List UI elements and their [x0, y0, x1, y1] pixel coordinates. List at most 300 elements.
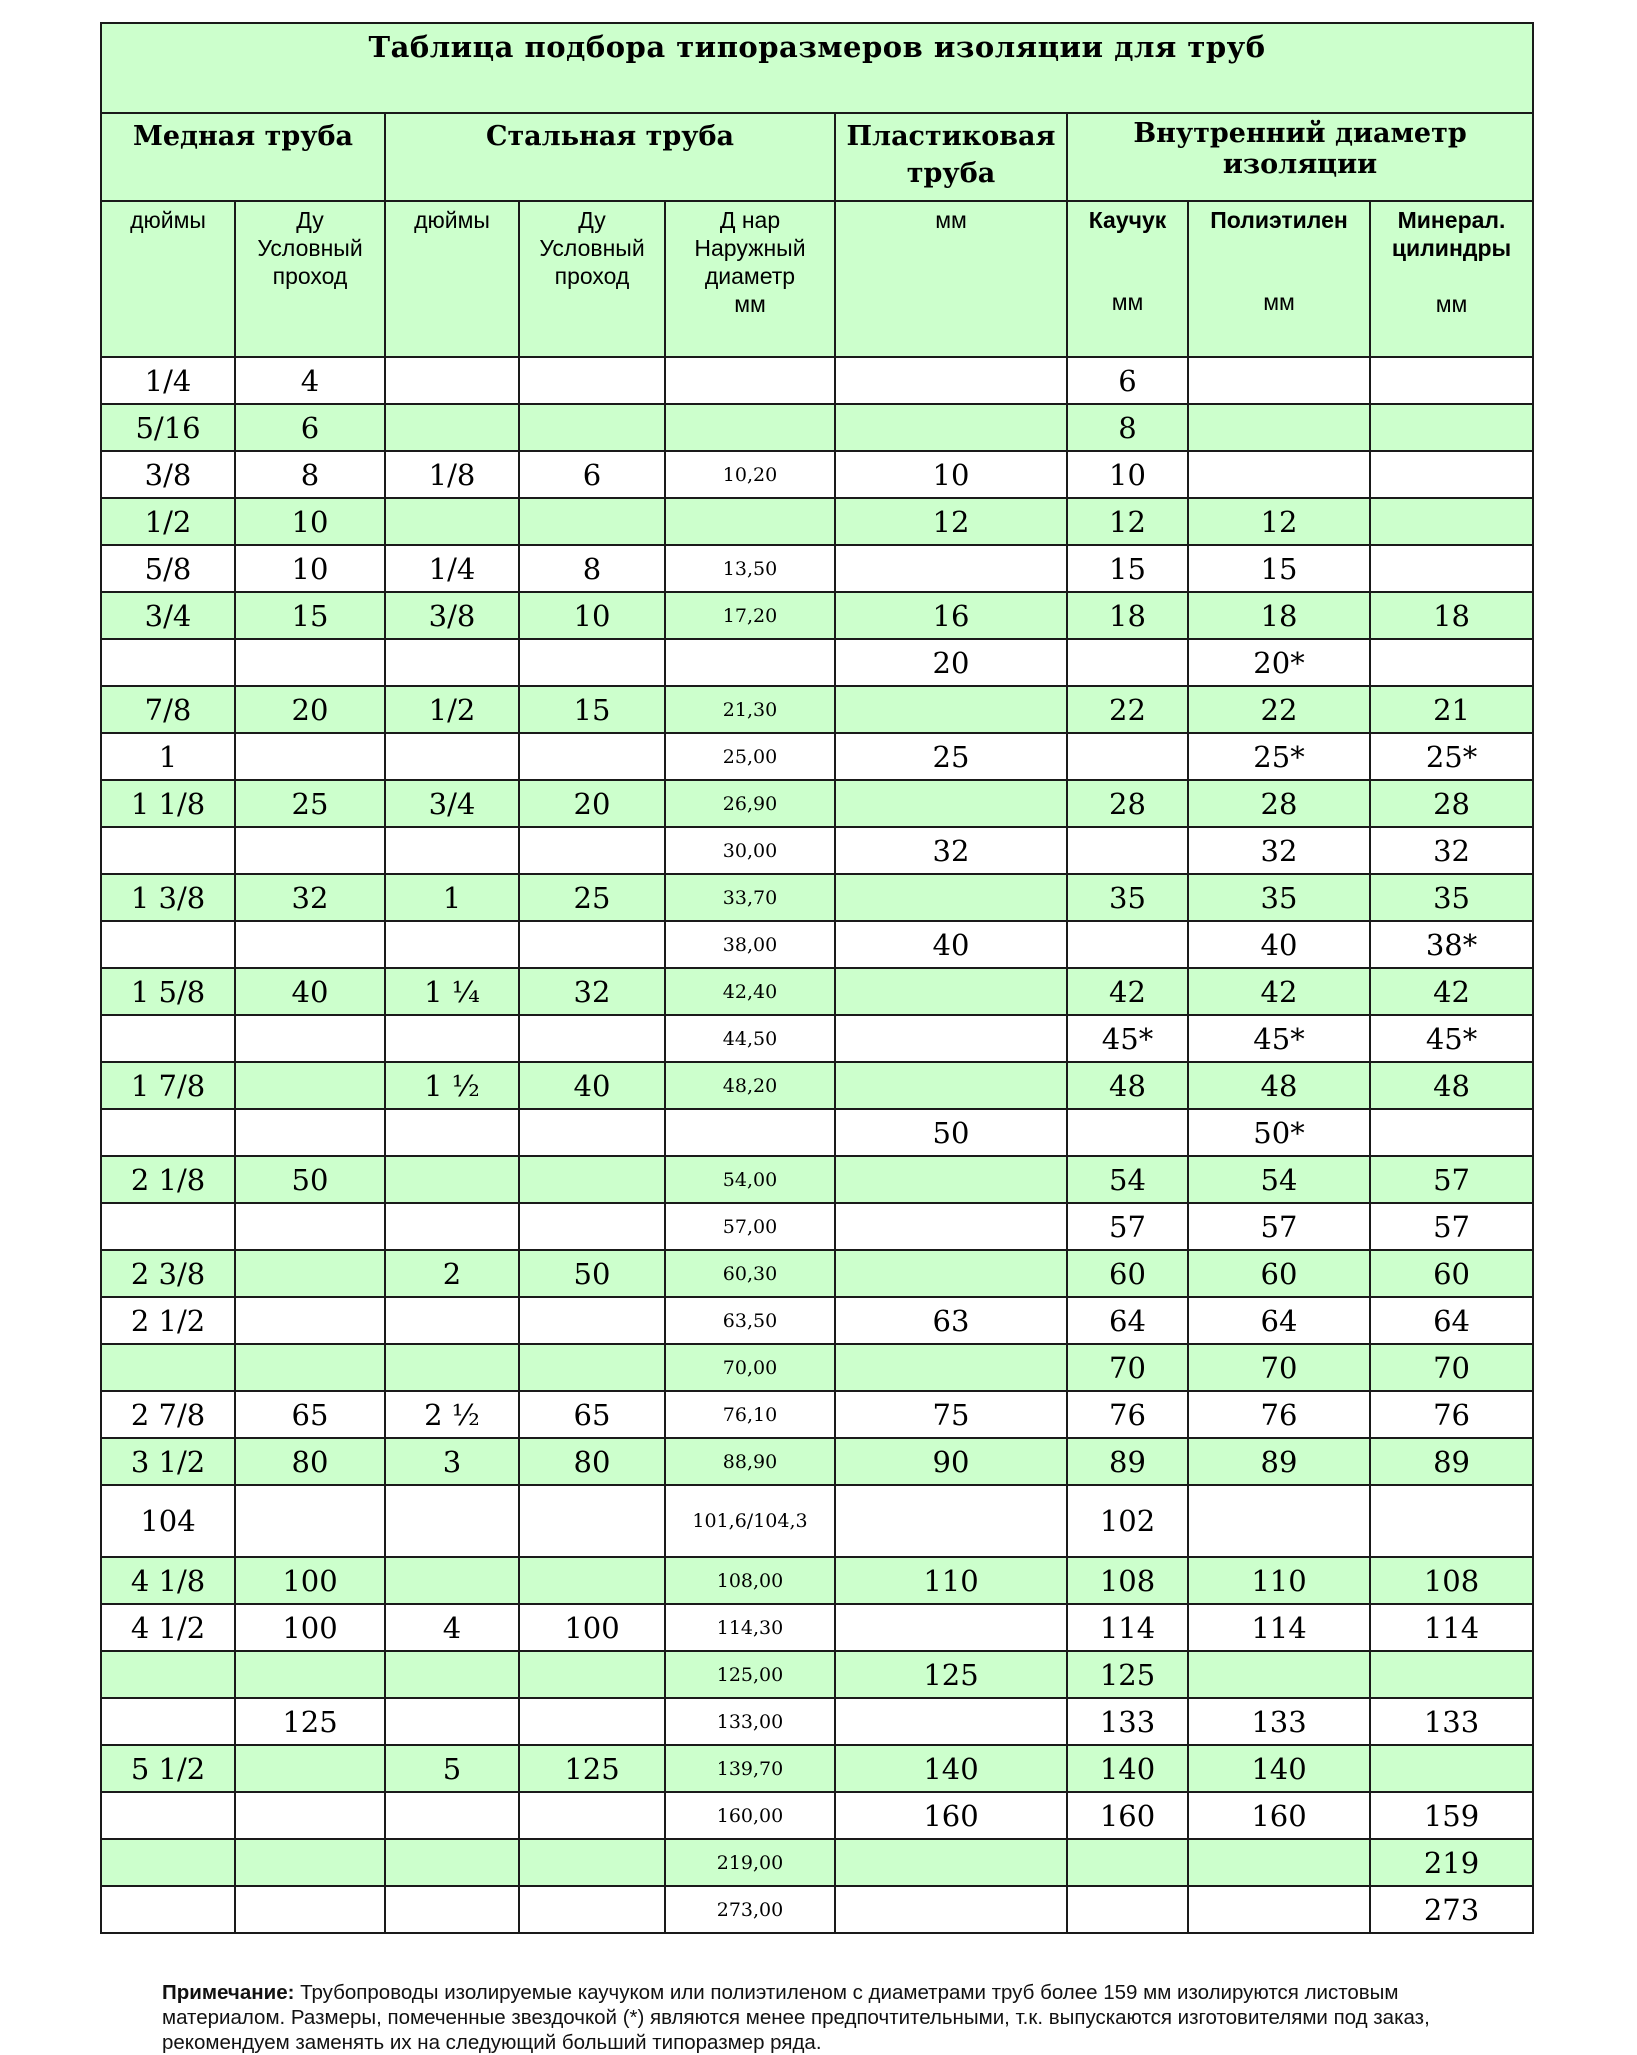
table-cell: 5/8 [101, 545, 235, 592]
table-cell: 18 [1188, 592, 1370, 639]
table-cell: 76,10 [665, 1391, 835, 1438]
table-cell [519, 1886, 665, 1933]
table-cell: 2 1/8 [101, 1156, 235, 1203]
table-cell [1188, 357, 1370, 404]
table-cell [665, 639, 835, 686]
table-cell: 50* [1188, 1109, 1370, 1156]
table-row [101, 592, 1533, 639]
table-cell: 15 [519, 686, 665, 733]
table-row [101, 1109, 1533, 1156]
table-cell [1067, 733, 1188, 780]
table-row [101, 545, 1533, 592]
table-cell: 8 [1067, 404, 1188, 451]
table-cell [385, 733, 519, 780]
table-cell: 42,40 [665, 968, 835, 1015]
table-cell [385, 1344, 519, 1391]
sub-copper-du-l2: Условный [257, 235, 363, 261]
table-cell: 16 [835, 592, 1067, 639]
table-cell [1188, 1485, 1370, 1557]
sub-rubber-label: Каучук [1088, 207, 1167, 233]
table-cell: 18 [1370, 592, 1533, 639]
table-row [101, 1604, 1533, 1651]
table-cell [385, 498, 519, 545]
table-cell: 57 [1370, 1203, 1533, 1250]
table-cell: 35 [1067, 874, 1188, 921]
table-cell [1188, 1839, 1370, 1886]
table-cell [385, 1792, 519, 1839]
table-cell: 15 [1188, 545, 1370, 592]
sub-polyethylene [1188, 201, 1370, 357]
table-row [101, 1391, 1533, 1438]
table-cell [835, 1062, 1067, 1109]
table-cell: 22 [1188, 686, 1370, 733]
table-cell: 102 [1067, 1485, 1188, 1557]
table-cell: 15 [235, 592, 385, 639]
table-cell: 45* [1370, 1015, 1533, 1062]
table-cell: 42 [1188, 968, 1370, 1015]
table-cell: 50 [235, 1156, 385, 1203]
table-cell: 28 [1188, 780, 1370, 827]
table-cell: 32 [519, 968, 665, 1015]
table-cell: 160,00 [665, 1792, 835, 1839]
table-cell: 108 [1370, 1557, 1533, 1604]
header-copper-pipe: Медная труба [101, 113, 385, 201]
table-cell [235, 1886, 385, 1933]
table-cell [519, 827, 665, 874]
table-cell: 70 [1067, 1344, 1188, 1391]
table-cell: 6 [235, 404, 385, 451]
table-row [101, 1203, 1533, 1250]
table-cell [101, 1015, 235, 1062]
table-cell [385, 1698, 519, 1745]
footnote-text: Трубопроводы изолируемые каучуком или полиэтиленом с диаметрами труб более 159 мм изолируются листовым материалом. Размеры, помеченные звездочкой (*) являются менее предпочтительными, т.к. выпускаются изготовителями под заказ, рекомендуем заменять их на следующий больший типоразмер ряда. [162, 1981, 1430, 2054]
table-cell [385, 1156, 519, 1203]
table-cell: 48 [1067, 1062, 1188, 1109]
table-row [101, 780, 1533, 827]
table-cell: 5 [385, 1745, 519, 1792]
table-cell: 35 [1188, 874, 1370, 921]
table-cell: 140 [1188, 1745, 1370, 1792]
table-row [101, 1651, 1533, 1698]
table-cell: 2 1/2 [101, 1297, 235, 1344]
table-cell [1370, 1651, 1533, 1698]
table-cell: 133 [1188, 1698, 1370, 1745]
table-cell [385, 1839, 519, 1886]
table-cell: 40 [519, 1062, 665, 1109]
sub-poly-unit: мм [1263, 289, 1295, 315]
table-cell: 108,00 [665, 1557, 835, 1604]
table-cell: 3/4 [385, 780, 519, 827]
table-cell: 32 [835, 827, 1067, 874]
table-cell: 219 [1370, 1839, 1533, 1886]
table-cell [519, 1156, 665, 1203]
table-cell: 88,90 [665, 1438, 835, 1485]
table-cell [519, 404, 665, 451]
table-row [101, 686, 1533, 733]
sub-steel-du-l3: проход [554, 263, 630, 289]
table-cell [385, 1015, 519, 1062]
table-cell [835, 968, 1067, 1015]
table-cell: 1 ½ [385, 1062, 519, 1109]
table-cell: 65 [519, 1391, 665, 1438]
table-row [101, 498, 1533, 545]
table-cell [101, 639, 235, 686]
table-cell: 57 [1067, 1203, 1188, 1250]
table-cell: 57 [1370, 1156, 1533, 1203]
table-cell [519, 639, 665, 686]
table-cell: 28 [1370, 780, 1533, 827]
sub-copper-du-l3: проход [272, 263, 348, 289]
table-cell [835, 1839, 1067, 1886]
table-cell: 125 [1067, 1651, 1188, 1698]
table-cell [1067, 639, 1188, 686]
table-cell [835, 357, 1067, 404]
table-cell: 32 [1188, 827, 1370, 874]
table-cell: 3/4 [101, 592, 235, 639]
table-cell [235, 1839, 385, 1886]
table-cell: 3 [385, 1438, 519, 1485]
table-cell: 18 [1067, 592, 1188, 639]
table-cell: 54,00 [665, 1156, 835, 1203]
table-cell [835, 545, 1067, 592]
table-cell [835, 1015, 1067, 1062]
table-cell: 33,70 [665, 874, 835, 921]
table-cell: 10 [835, 451, 1067, 498]
table-cell: 26,90 [665, 780, 835, 827]
table-cell: 28 [1067, 780, 1188, 827]
table-cell [101, 1344, 235, 1391]
table-cell [519, 921, 665, 968]
table-cell [235, 1344, 385, 1391]
table-cell: 20 [519, 780, 665, 827]
table-cell [835, 1250, 1067, 1297]
table-cell [665, 1109, 835, 1156]
table-cell: 1 1/8 [101, 780, 235, 827]
table-row [101, 968, 1533, 1015]
table-cell: 38* [1370, 921, 1533, 968]
table-cell: 125 [835, 1651, 1067, 1698]
table-cell: 12 [1188, 498, 1370, 545]
table-cell: 48,20 [665, 1062, 835, 1109]
sub-mineral-l1: Минерал. [1397, 207, 1506, 233]
sub-steel-du [519, 201, 665, 357]
table-cell: 32 [235, 874, 385, 921]
table-cell: 114,30 [665, 1604, 835, 1651]
sub-plastic-mm [835, 201, 1067, 357]
table-cell [1370, 498, 1533, 545]
table-cell: 10,20 [665, 451, 835, 498]
header-plastic-line2: труба [906, 158, 996, 189]
header-inner-line2: изоляции [1222, 149, 1378, 180]
table-row [101, 921, 1533, 968]
table-cell: 50 [519, 1250, 665, 1297]
table-cell: 76 [1188, 1391, 1370, 1438]
table-cell: 40 [235, 968, 385, 1015]
table-cell: 133 [1370, 1698, 1533, 1745]
table-cell [1370, 1485, 1533, 1557]
table-cell: 35 [1370, 874, 1533, 921]
table-row [101, 1344, 1533, 1391]
table-cell [835, 1203, 1067, 1250]
table-cell [835, 404, 1067, 451]
sub-rubber [1067, 201, 1188, 357]
table-cell: 100 [519, 1604, 665, 1651]
table-cell [235, 639, 385, 686]
table-cell [835, 686, 1067, 733]
sub-steel-dn-l4: мм [734, 291, 766, 317]
table-cell [1067, 827, 1188, 874]
table-cell: 80 [519, 1438, 665, 1485]
table-cell [835, 1886, 1067, 1933]
table-cell: 45* [1067, 1015, 1188, 1062]
footnote [162, 1980, 1502, 2055]
table-cell [385, 1651, 519, 1698]
table-cell: 4 1/8 [101, 1557, 235, 1604]
table-cell [835, 1344, 1067, 1391]
table-cell [519, 1792, 665, 1839]
table-cell [519, 357, 665, 404]
table-cell [1067, 1109, 1188, 1156]
table-cell [1370, 357, 1533, 404]
table-cell [519, 1557, 665, 1604]
table-row [101, 1297, 1533, 1344]
table-cell: 25* [1188, 733, 1370, 780]
table-cell: 38,00 [665, 921, 835, 968]
table-cell: 2 7/8 [101, 1391, 235, 1438]
table-cell [101, 1698, 235, 1745]
table-cell: 75 [835, 1391, 1067, 1438]
sub-steel-du-l2: Условный [539, 235, 645, 261]
table-cell: 15 [1067, 545, 1188, 592]
table-cell: 10 [235, 498, 385, 545]
table-cell: 133 [1067, 1698, 1188, 1745]
table-cell [235, 1297, 385, 1344]
table-cell: 20* [1188, 639, 1370, 686]
table-cell: 20 [835, 639, 1067, 686]
table-cell: 22 [1067, 686, 1188, 733]
table-cell [519, 1485, 665, 1557]
table-cell: 100 [235, 1557, 385, 1604]
table-cell: 10 [1067, 451, 1188, 498]
sub-poly-label: Полиэтилен [1210, 207, 1348, 233]
table-cell [835, 874, 1067, 921]
table-row [101, 827, 1533, 874]
table-cell: 104 [101, 1485, 235, 1557]
sub-steel-outer-diameter [665, 201, 835, 357]
table-row [101, 451, 1533, 498]
table-cell: 44,50 [665, 1015, 835, 1062]
table-cell [519, 733, 665, 780]
table-cell: 90 [835, 1438, 1067, 1485]
table-cell [101, 1792, 235, 1839]
table-row [101, 1745, 1533, 1792]
table-cell: 140 [1067, 1745, 1188, 1792]
table-cell: 4 [235, 357, 385, 404]
table-cell: 160 [1188, 1792, 1370, 1839]
table-cell: 40 [835, 921, 1067, 968]
table-cell: 1 [101, 733, 235, 780]
table-cell: 76 [1370, 1391, 1533, 1438]
table-row [101, 1792, 1533, 1839]
table-cell: 64 [1067, 1297, 1188, 1344]
table-cell [101, 1886, 235, 1933]
table-cell [385, 404, 519, 451]
sub-steel-dn-l3: диаметр [704, 263, 796, 289]
table-cell: 114 [1188, 1604, 1370, 1651]
table-cell [835, 1604, 1067, 1651]
sub-mineral-l2: цилиндры [1391, 235, 1512, 261]
table-cell: 1/4 [385, 545, 519, 592]
table-cell: 3 1/2 [101, 1438, 235, 1485]
table-cell [1370, 639, 1533, 686]
sub-mineral-unit: мм [1435, 291, 1468, 317]
table-cell [835, 1156, 1067, 1203]
table-cell [835, 1698, 1067, 1745]
table-cell: 89 [1067, 1438, 1188, 1485]
table-row [101, 1839, 1533, 1886]
table-cell: 57,00 [665, 1203, 835, 1250]
table-cell: 17,20 [665, 592, 835, 639]
table-cell: 219,00 [665, 1839, 835, 1886]
header-insulation-inner-diameter [1067, 113, 1533, 201]
table-cell: 42 [1067, 968, 1188, 1015]
table-row [101, 1156, 1533, 1203]
table-row [101, 1015, 1533, 1062]
table-cell: 63,50 [665, 1297, 835, 1344]
table-cell [235, 1062, 385, 1109]
table-cell [1067, 1886, 1188, 1933]
table-cell [235, 827, 385, 874]
sub-steel-du-l1: Ду [578, 207, 606, 233]
table-cell [385, 1203, 519, 1250]
table-cell: 2 ½ [385, 1391, 519, 1438]
table-cell: 76 [1067, 1391, 1188, 1438]
table-cell [235, 1485, 385, 1557]
table-cell: 1/4 [101, 357, 235, 404]
table-cell: 60,30 [665, 1250, 835, 1297]
table-cell: 8 [519, 545, 665, 592]
table-cell: 54 [1067, 1156, 1188, 1203]
table-cell [519, 498, 665, 545]
table-cell [235, 921, 385, 968]
table-cell: 45* [1188, 1015, 1370, 1062]
table-cell: 114 [1370, 1604, 1533, 1651]
table-cell [235, 733, 385, 780]
table-cell [235, 1745, 385, 1792]
table-cell [385, 639, 519, 686]
table-cell: 6 [519, 451, 665, 498]
table-cell [1188, 451, 1370, 498]
table-cell: 13,50 [665, 545, 835, 592]
table-cell [101, 921, 235, 968]
table-cell: 1 3/8 [101, 874, 235, 921]
table-cell [101, 1651, 235, 1698]
table-cell: 4 1/2 [101, 1604, 235, 1651]
table-cell: 25* [1370, 733, 1533, 780]
table-cell: 3/8 [385, 592, 519, 639]
table-cell [519, 1109, 665, 1156]
table-cell [1370, 1745, 1533, 1792]
table-cell [101, 1109, 235, 1156]
table-cell: 6 [1067, 357, 1188, 404]
table-cell: 70,00 [665, 1344, 835, 1391]
table-cell: 25 [835, 733, 1067, 780]
table-row [101, 874, 1533, 921]
table-cell: 5 1/2 [101, 1745, 235, 1792]
sub-steel-inches [385, 201, 519, 357]
table-cell: 40 [1188, 921, 1370, 968]
table-cell: 133,00 [665, 1698, 835, 1745]
table-row [101, 1250, 1533, 1297]
table-cell: 32 [1370, 827, 1533, 874]
table-cell: 60 [1188, 1250, 1370, 1297]
table-cell [235, 1250, 385, 1297]
header-steel-pipe: Стальная труба [385, 113, 835, 201]
table-cell [101, 1839, 235, 1886]
table-cell: 12 [1067, 498, 1188, 545]
table-cell: 25 [235, 780, 385, 827]
table-cell: 108 [1067, 1557, 1188, 1604]
table-cell: 159 [1370, 1792, 1533, 1839]
table-cell [1188, 404, 1370, 451]
table-cell: 140 [835, 1745, 1067, 1792]
sub-copper-du-l1: Ду [296, 207, 324, 233]
sub-copper-inches [101, 201, 235, 357]
table-row [101, 1698, 1533, 1745]
table-cell: 1 5/8 [101, 968, 235, 1015]
table-cell [519, 1651, 665, 1698]
table-cell: 57 [1188, 1203, 1370, 1250]
table-cell [235, 1203, 385, 1250]
table-cell [1188, 1651, 1370, 1698]
table-row [101, 1438, 1533, 1485]
table-cell: 273 [1370, 1886, 1533, 1933]
table-cell: 80 [235, 1438, 385, 1485]
table-cell: 7/8 [101, 686, 235, 733]
table-cell [235, 1109, 385, 1156]
table-cell: 1/2 [385, 686, 519, 733]
table-cell: 8 [235, 451, 385, 498]
table-cell: 42 [1370, 968, 1533, 1015]
table-cell [1067, 921, 1188, 968]
table-cell [235, 1015, 385, 1062]
table-title: Таблица подбора типоразмеров изоляции для труб [101, 23, 1533, 113]
table-cell: 110 [835, 1557, 1067, 1604]
table-cell: 64 [1370, 1297, 1533, 1344]
table-cell [1188, 1886, 1370, 1933]
table-cell: 60 [1067, 1250, 1188, 1297]
table-cell: 21 [1370, 686, 1533, 733]
table-cell: 100 [235, 1604, 385, 1651]
table-cell: 65 [235, 1391, 385, 1438]
sub-copper-inches-label: дюймы [130, 207, 206, 233]
table-cell: 25 [519, 874, 665, 921]
table-row [101, 1886, 1533, 1933]
header-plastic-line1: Пластиковая [846, 121, 1056, 152]
table-cell [835, 1485, 1067, 1557]
table-cell: 21,30 [665, 686, 835, 733]
sub-steel-dn-l1: Д нар [719, 207, 781, 233]
table-cell [1370, 451, 1533, 498]
table-cell: 48 [1370, 1062, 1533, 1109]
table-cell [101, 827, 235, 874]
table-cell [519, 1015, 665, 1062]
table-cell: 89 [1370, 1438, 1533, 1485]
sub-plastic-mm-label: мм [935, 207, 967, 233]
table-cell [665, 404, 835, 451]
table-cell [519, 1839, 665, 1886]
table-cell: 64 [1188, 1297, 1370, 1344]
